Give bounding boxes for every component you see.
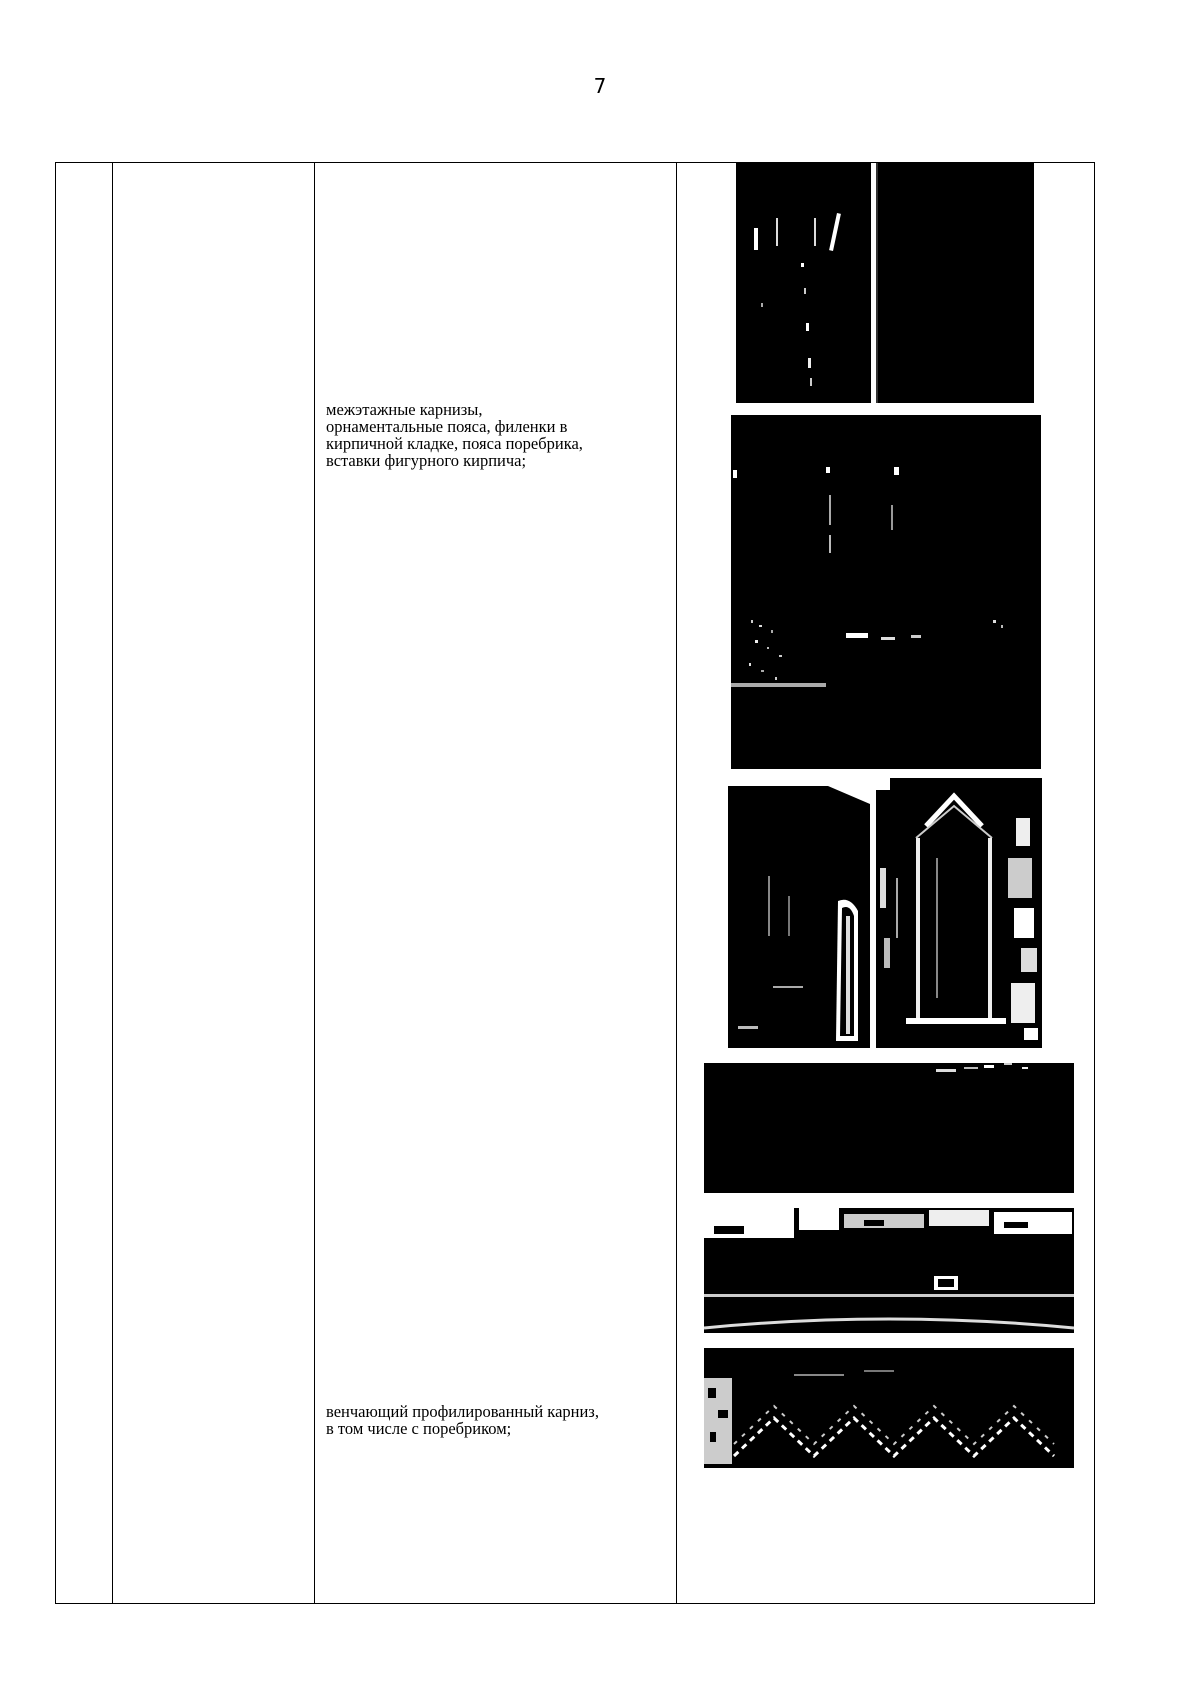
column-divider	[676, 163, 677, 1603]
photo-arched-window	[728, 786, 870, 1048]
photo-pilaster-detail	[736, 163, 871, 403]
photo-ornamental-panel	[876, 778, 1042, 1048]
content-table	[55, 162, 1095, 1604]
photo-dark-wall	[876, 163, 1034, 403]
column-divider	[314, 163, 315, 1603]
photo-cornice-band	[704, 1208, 1074, 1333]
description-item-interfloor-cornices: межэтажные карнизы, орнаментальные пояса, филенки в кирпичной кладке, пояса поребрика, вставки фигурного кирпича;	[326, 400, 583, 470]
photo-cornice-top	[704, 1063, 1074, 1193]
photo-dentil-cornice	[704, 1348, 1074, 1468]
description-item-crowning-cornice: венчающий профилированный карниз, в том числе с поребриком;	[326, 1402, 599, 1438]
column-divider	[112, 163, 113, 1603]
page-number: 7	[593, 74, 607, 98]
photo-brick-facade	[731, 415, 1041, 769]
